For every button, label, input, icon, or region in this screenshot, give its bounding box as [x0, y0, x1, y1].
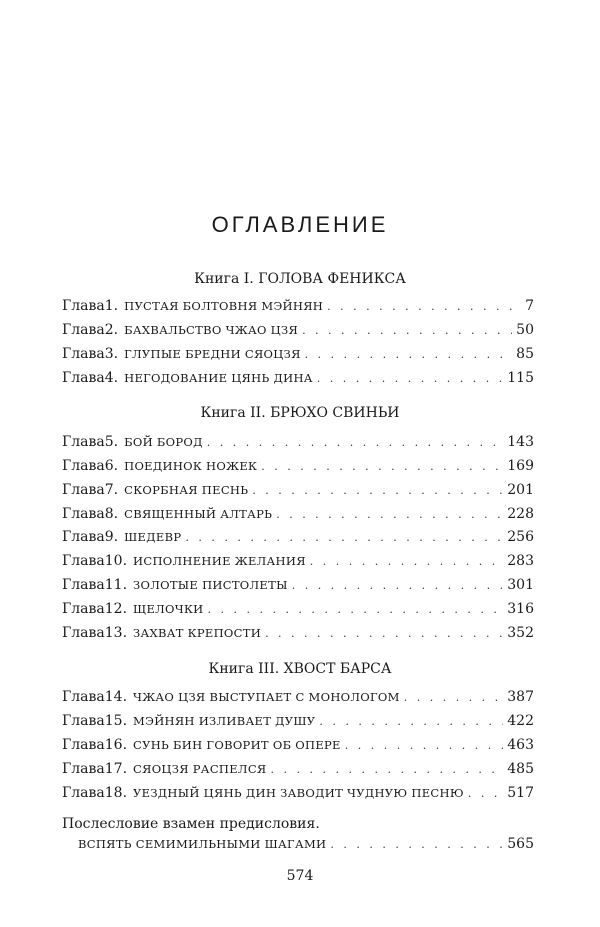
chapter-label: Глава: [62, 370, 105, 386]
chapter-number: 17.: [104, 761, 128, 777]
page-number: 256: [507, 529, 534, 545]
chapter-number: 7.: [104, 482, 119, 498]
dot-leader: [319, 715, 503, 728]
chapter-title: ЗОЛОТЫЕ ПИСТОЛЕТЫ: [133, 578, 288, 592]
toc-entry: [62, 577, 534, 597]
toc-entry: [62, 713, 534, 733]
page-number: 517: [507, 785, 534, 801]
chapter-label: Глава: [62, 434, 105, 450]
page-number: 115: [507, 370, 534, 386]
chapter-title: ЩЕЛОЧКИ: [133, 602, 204, 616]
book-heading: Книга I. ГОЛОВА ФЕНИКСА: [194, 271, 406, 287]
dot-leader: [317, 372, 503, 385]
dot-leader: [276, 508, 503, 521]
chapter-title: ПУСТАЯ БОЛТОВНЯ МЭЙНЯН: [124, 299, 324, 313]
toc-entry: [62, 482, 534, 502]
chapter-number: 8.: [104, 506, 119, 522]
dot-leader: [265, 627, 503, 640]
chapter-label: Глава: [62, 458, 105, 474]
chapter-number: 4.: [104, 370, 119, 386]
chapter-title: СЯОЦЗЯ РАСПЕЛСЯ: [133, 762, 267, 776]
chapter-label: Глава: [62, 322, 105, 338]
chapter-number: 15.: [104, 713, 128, 729]
toc-entry: [62, 434, 534, 454]
dot-leader: [310, 555, 503, 568]
chapter-label: Глава: [62, 346, 105, 362]
page-number: 201: [507, 482, 534, 498]
dot-leader: [185, 531, 503, 544]
page-number: 50: [516, 322, 534, 338]
dot-leader: [207, 436, 503, 449]
dot-leader: [261, 460, 503, 473]
chapter-title: СВЯЩЕННЫЙ АЛТАРЬ: [124, 507, 273, 521]
chapter-title: СКОРБНАЯ ПЕСНЬ: [124, 483, 249, 497]
toc-entry: [62, 346, 534, 366]
page-number: 301: [507, 577, 534, 593]
chapter-label: Глава: [62, 298, 105, 314]
chapter-title: ПОЕДИНОК НОЖЕК: [124, 459, 258, 473]
chapter-number: 11.: [104, 577, 128, 593]
chapter-label: Глава: [62, 689, 105, 705]
chapter-number: 2.: [104, 322, 119, 338]
dot-leader: [327, 300, 521, 313]
afterword-heading: Послесловие взамен предисловия.: [62, 816, 320, 832]
chapter-label: Глава: [62, 625, 105, 641]
page-number: 143: [507, 434, 534, 450]
toc-entry: [62, 322, 534, 342]
dot-leader: [207, 603, 503, 616]
chapter-label: Глава: [62, 785, 105, 801]
chapter-label: Глава: [62, 761, 105, 777]
chapter-label: Глава: [62, 482, 105, 498]
book-heading: Книга II. БРЮХО СВИНЬИ: [200, 405, 400, 421]
chapter-number: 3.: [104, 346, 119, 362]
page-number: 228: [507, 506, 534, 522]
chapter-number: 6.: [104, 458, 119, 474]
page-number: 565: [507, 836, 534, 852]
dot-leader: [271, 763, 504, 776]
page-number: 7: [525, 298, 534, 314]
toc-entry: [62, 370, 534, 390]
folio: 574: [286, 868, 314, 884]
toc-entry: [62, 689, 534, 709]
dot-leader: [292, 579, 504, 592]
dot-leader: [252, 484, 503, 497]
chapter-title: НЕГОДОВАНИЕ ЦЯНЬ ДИНА: [124, 371, 313, 385]
toc-entry: [62, 529, 534, 549]
page-number: 463: [507, 737, 534, 753]
toc-entry: [62, 737, 534, 757]
page-number: 485: [507, 761, 534, 777]
chapter-number: 14.: [104, 689, 128, 705]
afterword-entry: [78, 836, 534, 852]
chapter-label: Глава: [62, 601, 105, 617]
dot-leader: [404, 691, 504, 704]
dot-leader: [345, 739, 504, 752]
page-number: 169: [507, 458, 534, 474]
chapter-number: 10.: [104, 553, 128, 569]
page-number: 85: [516, 346, 534, 362]
chapter-label: Глава: [62, 713, 105, 729]
dot-leader: [330, 838, 503, 851]
chapter-title: ШЕДЕВР: [124, 530, 182, 544]
page-number: 283: [507, 553, 534, 569]
afterword-title: ВСПЯТЬ СЕМИМИЛЬНЫМИ ШАГАМИ: [78, 837, 327, 851]
chapter-title: БАХВАЛЬСТВО ЧЖАО ЦЗЯ: [124, 323, 299, 337]
toc-entry: [62, 298, 534, 318]
toc-entry: [62, 601, 534, 621]
page-number: 352: [507, 625, 534, 641]
book-heading: Книга III. ХВОСТ БАРСА: [208, 661, 392, 677]
chapter-number: 9.: [104, 529, 119, 545]
chapter-number: 16.: [104, 737, 128, 753]
toc-entry: [62, 761, 534, 781]
chapter-label: Глава: [62, 506, 105, 522]
toc-entry: [62, 625, 534, 645]
chapter-title: УЕЗДНЫЙ ЦЯНЬ ДИН ЗАВОДИТ ЧУДНУЮ ПЕСНЮ: [133, 786, 464, 800]
dot-leader: [468, 787, 503, 800]
dot-leader: [305, 348, 513, 361]
page-number: 387: [507, 689, 534, 705]
chapter-label: Глава: [62, 553, 105, 569]
chapter-number: 12.: [104, 601, 128, 617]
page-title: ОГЛАВЛЕНИЕ: [211, 212, 389, 237]
chapter-number: 5.: [104, 434, 119, 450]
chapter-title: МЭЙНЯН ИЗЛИВАЕТ ДУШУ: [133, 714, 316, 728]
chapter-number: 1.: [104, 298, 119, 314]
chapter-label: Глава: [62, 577, 105, 593]
chapter-title: ЗАХВАТ КРЕПОСТИ: [133, 626, 262, 640]
toc-entry: [62, 458, 534, 478]
chapter-label: Глава: [62, 737, 105, 753]
toc-entry: [62, 506, 534, 526]
toc-entry: [62, 785, 534, 805]
chapter-label: Глава: [62, 529, 105, 545]
chapter-title: СУНЬ БИН ГОВОРИТ ОБ ОПЕРЕ: [133, 738, 341, 752]
page-number: 316: [507, 601, 534, 617]
chapter-title: БОЙ БОРОД: [124, 435, 203, 449]
chapter-number: 18.: [104, 785, 128, 801]
chapter-title: ИСПОЛНЕНИЕ ЖЕЛАНИЯ: [133, 554, 306, 568]
toc-entry: [62, 553, 534, 573]
chapter-title: ЧЖАО ЦЗЯ ВЫСТУПАЕТ С МОНОЛОГОМ: [133, 690, 400, 704]
page-number: 422: [507, 713, 534, 729]
chapter-number: 13.: [104, 625, 128, 641]
dot-leader: [302, 324, 512, 337]
chapter-title: ГЛУПЫЕ БРЕДНИ СЯОЦЗЯ: [124, 347, 301, 361]
